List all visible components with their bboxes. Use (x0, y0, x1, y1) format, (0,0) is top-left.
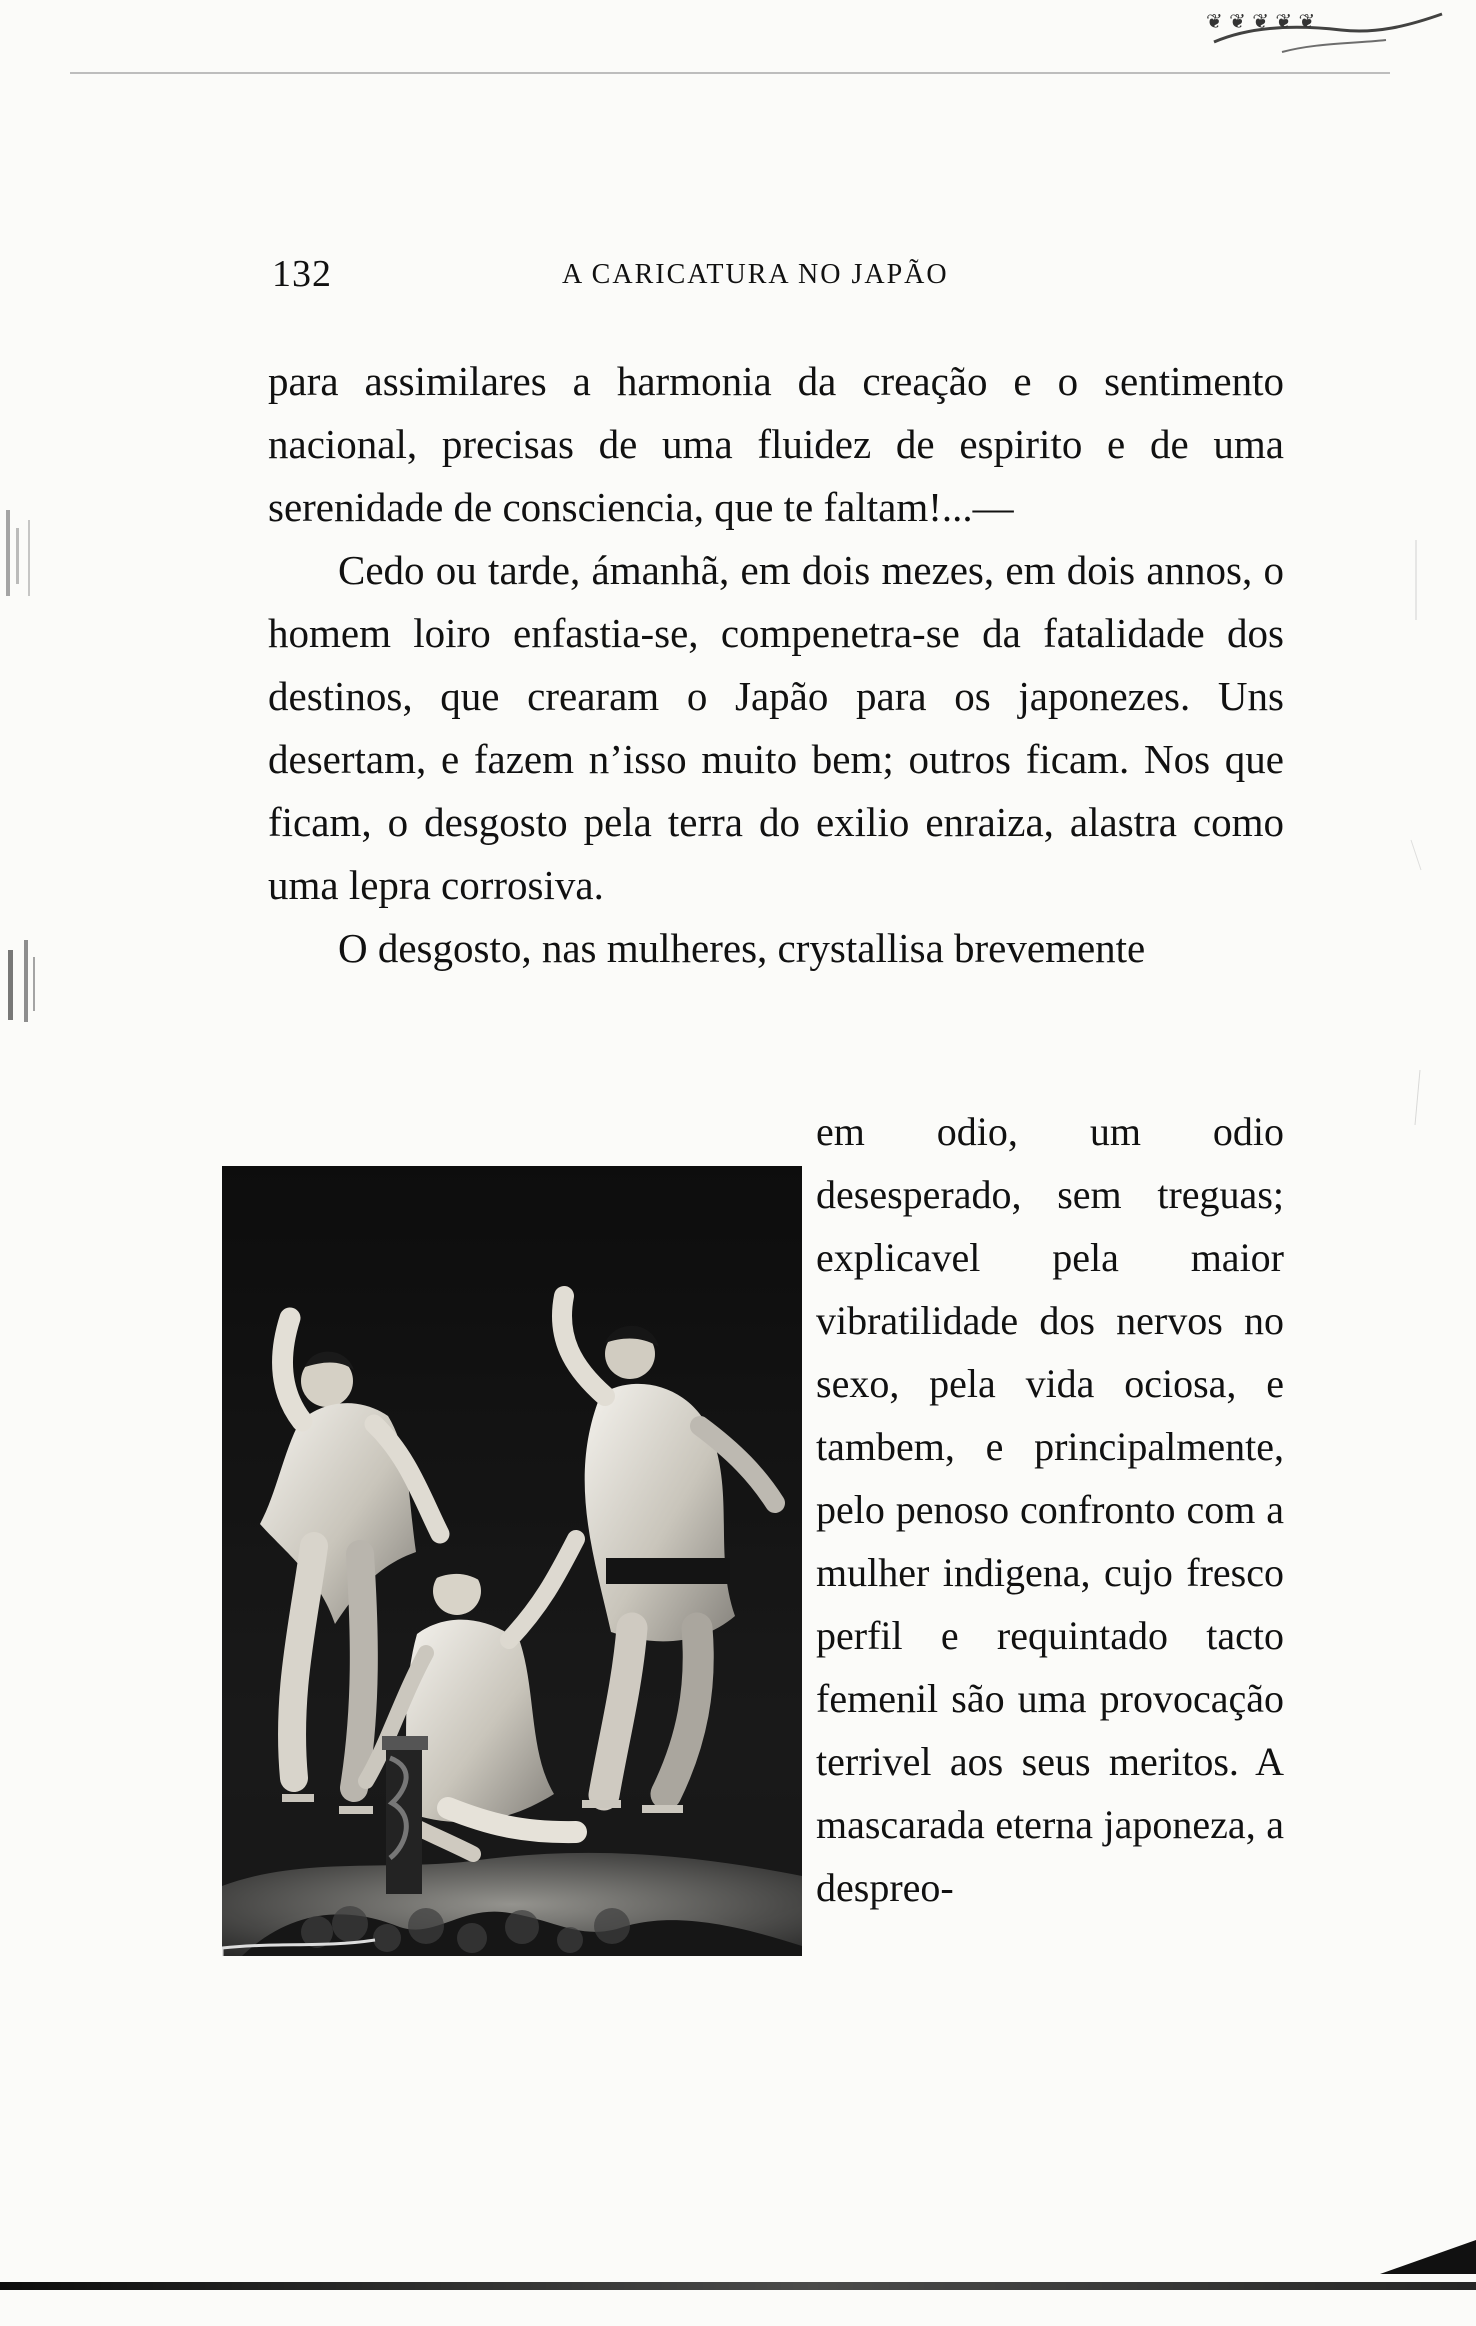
page-number: 132 (272, 253, 332, 295)
dancers-photograph-illustration (222, 1166, 802, 1956)
running-head (272, 252, 1282, 296)
svg-text:❦ ❦ ❦ ❦ ❦: ❦ ❦ ❦ ❦ ❦ (1206, 9, 1316, 33)
wrapped-side-text (816, 1100, 1284, 1919)
bottom-right-page-edge (1380, 2240, 1476, 2274)
dancers-photograph (222, 1166, 802, 1956)
main-text (268, 350, 1284, 980)
corner-print-marks (1206, 8, 1446, 64)
top-page-edge-line (70, 72, 1390, 74)
paragraph-o-desgosto-start: O desgosto, nas mulheres, crystallisa brevemente (338, 925, 1146, 971)
paragraph-cedo-ou-tarde: Cedo ou tarde, ámanhã, em dois mezes, em dois annos, o homem loiro enfastia-se, compenetra-se da fatalidade dos destinos, que crearam o Japão para os japonezes. Uns desertam, e fazem n’isso muito bem; outros ficam. Nos que ficam, o desgosto pela terra do exilio enraiza, alastra como uma lepra corrosiva. (268, 547, 1284, 908)
paragraph-continuation: para assimilares a harmonia da creação e o sentimento nacional, precisas de uma fluidez de espirito e de uma serenidade de consciencia, que te faltam!...— (268, 358, 1284, 530)
running-title: A CARICATURA NO JAPÃO (562, 259, 949, 290)
left-binding-marks (0, 510, 42, 1030)
right-margin-scan-marks (1406, 540, 1426, 1140)
bottom-scanner-shadow (0, 2282, 1476, 2290)
side-text-paragraph: em odio, um odio desesperado, sem treguas; explicavel pela maior vibratilidade dos nervos no sexo, pela vida ociosa, e tambem, e principalmente, pelo penoso confronto com a mulher indigena, cujo fresco perfil e requintado tacto femenil são uma provocação terrivel aos seus meritos. A mascarada eterna japoneza, a despreo- (816, 1109, 1284, 1910)
